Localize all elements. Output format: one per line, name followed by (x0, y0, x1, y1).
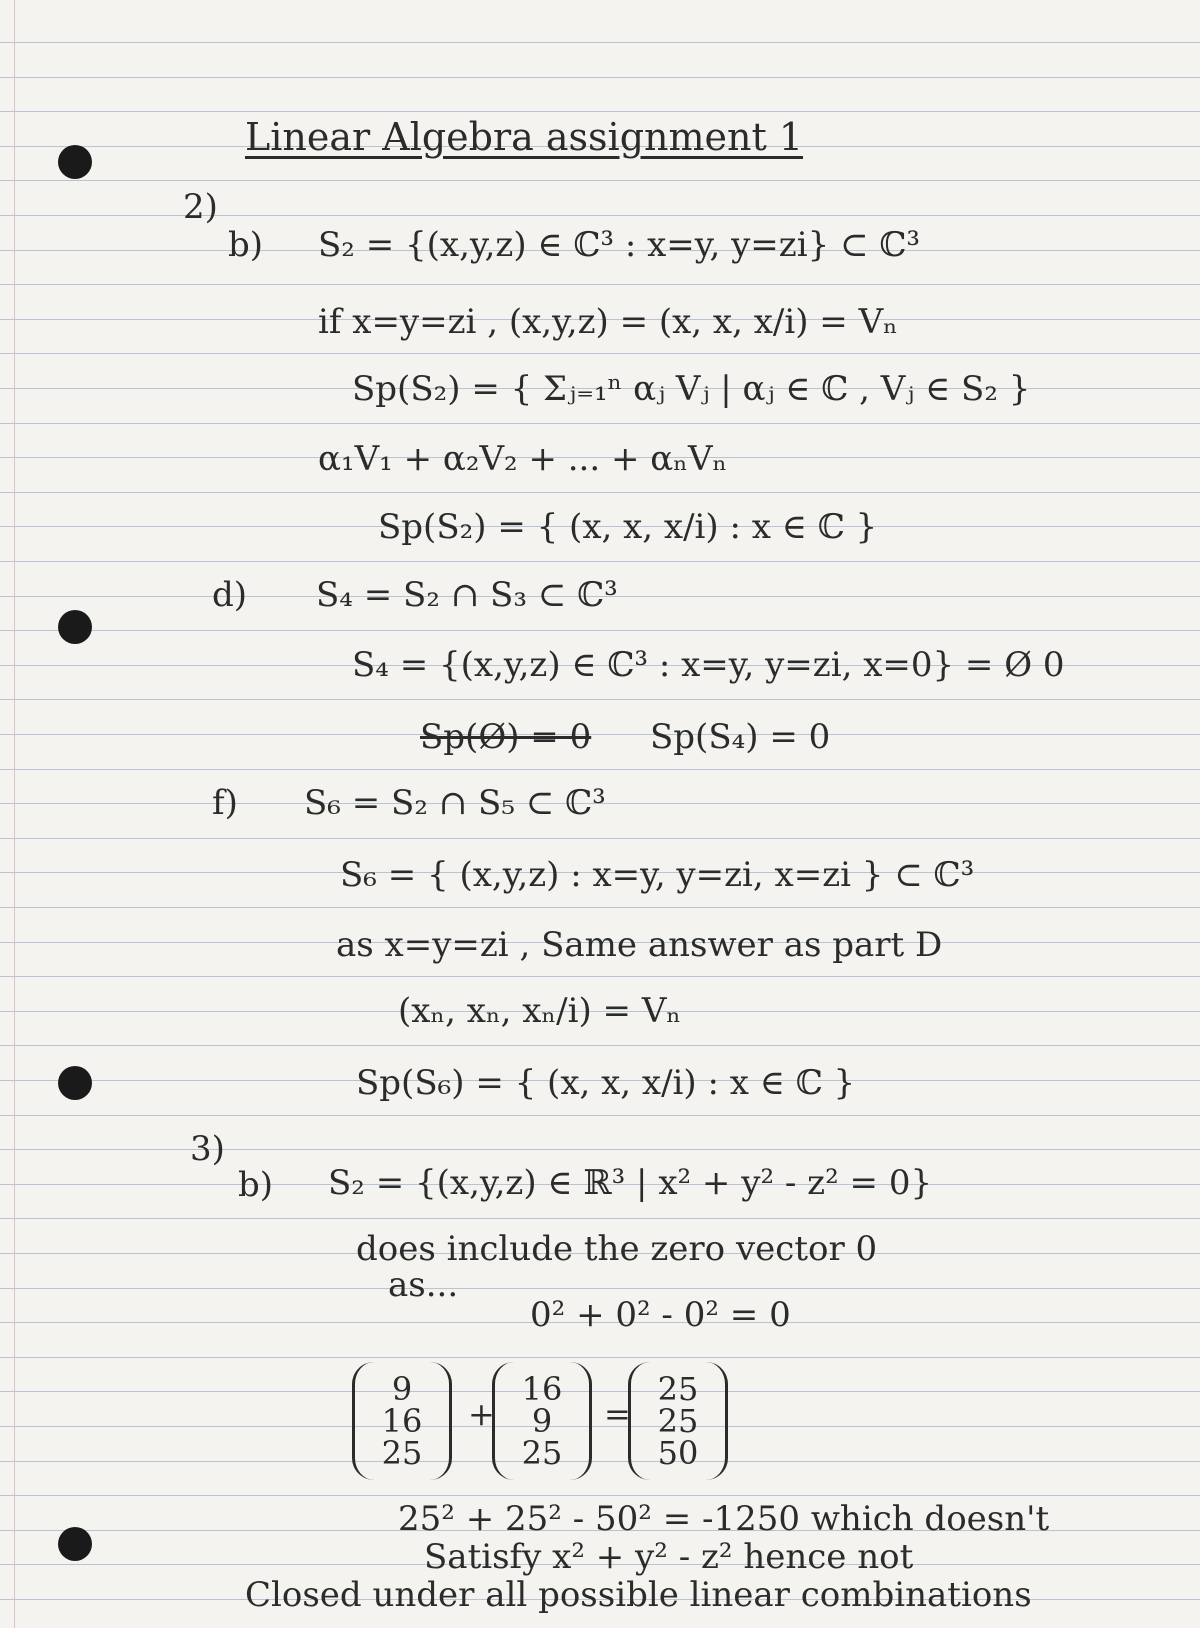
ruled-line (0, 353, 1200, 354)
q2b-line-1: S₂ = {(x,y,z) ∈ ℂ³ : x=y, y=zi} ⊂ ℂ³ (318, 225, 921, 265)
ruled-line (0, 699, 1200, 700)
ruled-line (0, 1149, 1200, 1150)
q3b-line-7: Closed under all possible linear combinations (245, 1575, 1032, 1615)
ruled-line (0, 180, 1200, 181)
q3b-line-3: as... (388, 1265, 459, 1305)
equals-sign: = (604, 1395, 631, 1433)
q2d-line-3: Sp(S₄) = 0 (650, 717, 831, 757)
ruled-line (0, 111, 1200, 112)
vector-1-entry: 9 (391, 1370, 413, 1408)
question-2-number: 2) (183, 187, 218, 227)
vector-1-entry: 16 (381, 1402, 423, 1440)
q2-part-d-label: d) (212, 575, 248, 615)
q3-part-b-label: b) (238, 1165, 274, 1205)
q2b-line-2: if x=y=zi , (x,y,z) = (x, x, x/i) = Vₙ (318, 302, 898, 342)
q2-part-b-label: b) (228, 225, 264, 265)
vector-3-entry: 50 (657, 1434, 699, 1472)
ruled-line (0, 769, 1200, 770)
q3b-line-2: does include the zero vector 0 (356, 1229, 878, 1269)
q2f-line-5: Sp(S₆) = { (x, x, x/i) : x ∈ ℂ } (356, 1063, 856, 1103)
vector-2-entry: 16 (521, 1370, 563, 1408)
ruled-line (0, 423, 1200, 424)
margin-line (14, 0, 15, 1628)
question-3-number: 3) (190, 1129, 225, 1169)
ruled-line (0, 1461, 1200, 1462)
vector-3 (628, 1362, 728, 1480)
ruled-line (0, 1288, 1200, 1289)
q2d-line-2: S₄ = {(x,y,z) ∈ ℂ³ : x=y, y=zi, x=0} = Ø 0 (352, 645, 1065, 685)
ruled-line (0, 630, 1200, 631)
ruled-line (0, 1495, 1200, 1496)
vector-2-entry: 25 (521, 1434, 563, 1472)
ruled-line (0, 561, 1200, 562)
q3b-line-1: S₂ = {(x,y,z) ∈ ℝ³ | x² + y² - z² = 0} (328, 1163, 933, 1203)
q3b-line-6: Satisfy x² + y² - z² hence not (424, 1537, 914, 1577)
q2b-line-5: Sp(S₂) = { (x, x, x/i) : x ∈ ℂ } (378, 507, 878, 547)
q2-part-f-label: f) (212, 783, 238, 823)
ruled-line (0, 492, 1200, 493)
ruled-line (0, 976, 1200, 977)
ruled-line (0, 734, 1200, 735)
vector-1 (352, 1362, 452, 1480)
page-title: Linear Algebra assignment 1 (245, 115, 804, 159)
punch-hole-2 (58, 610, 92, 644)
punch-hole-4 (58, 1527, 92, 1561)
vector-2 (492, 1362, 592, 1480)
ruled-line (0, 1115, 1200, 1116)
q2f-line-1: S₆ = S₂ ∩ S₅ ⊂ ℂ³ (304, 783, 606, 823)
ruled-line (0, 1218, 1200, 1219)
vector-1-entry: 25 (381, 1434, 423, 1472)
plus-sign: + (468, 1395, 495, 1433)
vector-2-entry: 9 (531, 1402, 553, 1440)
ruled-line (0, 907, 1200, 908)
q2f-line-3: as x=y=zi , Same answer as part D (336, 925, 943, 965)
punch-hole-1 (58, 145, 92, 179)
vector-3-entry: 25 (657, 1370, 699, 1408)
ruled-line (0, 215, 1200, 216)
q2b-line-4: α₁V₁ + α₂V₂ + ... + αₙVₙ (318, 439, 728, 479)
q3b-line-5: 25² + 25² - 50² = -1250 which doesn't (398, 1499, 1050, 1539)
ruled-line (0, 1426, 1200, 1427)
q3b-line-4: 0² + 0² - 0² = 0 (530, 1295, 791, 1335)
q2f-line-4: (xₙ, xₙ, xₙ/i) = Vₙ (398, 991, 682, 1031)
q2d-line-1: S₄ = S₂ ∩ S₃ ⊂ ℂ³ (316, 575, 618, 615)
vector-3-entry: 25 (657, 1402, 699, 1440)
punch-hole-3 (58, 1066, 92, 1100)
q2f-line-2: S₆ = { (x,y,z) : x=y, y=zi, x=zi } ⊂ ℂ³ (340, 855, 975, 895)
ruled-line (0, 284, 1200, 285)
ruled-line (0, 838, 1200, 839)
ruled-line (0, 1357, 1200, 1358)
q2d-struck-text: Sp(Ø) = 0 (420, 717, 592, 757)
ruled-line (0, 1391, 1200, 1392)
q2b-line-3: Sp(S₂) = { Σⱼ₌₁ⁿ αⱼ Vⱼ | αⱼ ∈ ℂ , Vⱼ ∈ S₂ } (352, 369, 1031, 409)
ruled-line (0, 42, 1200, 43)
ruled-line (0, 1045, 1200, 1046)
ruled-line (0, 77, 1200, 78)
